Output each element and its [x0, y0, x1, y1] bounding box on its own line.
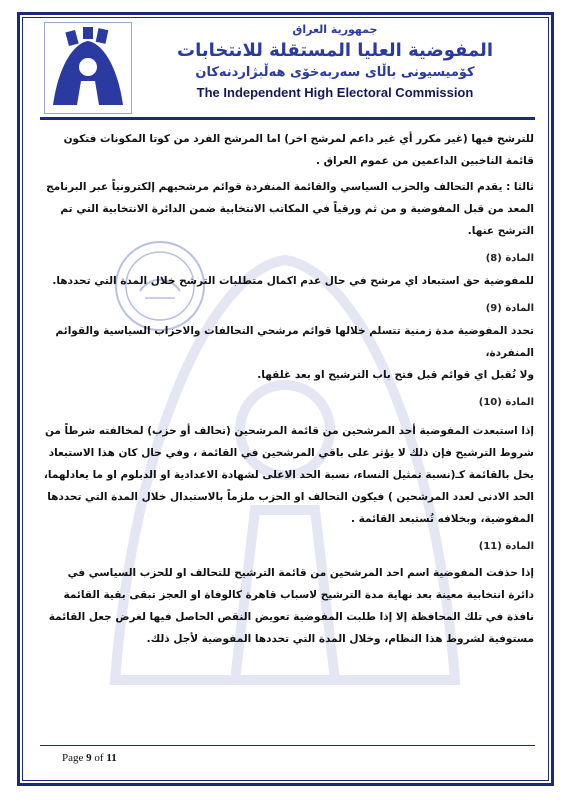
- paragraph: للترشح فيها (غير مكرر أي غير داعم لمرشح اخر) اما المرشح الفرد من كوتا المكونات فتكون قائمة الناخبين الداعمين من عموم العراق .: [63, 133, 534, 167]
- article-9-text-2: ولا تُقبل اي قوائم قبل فتح باب الترشيح او بعد غلقها.: [257, 369, 534, 381]
- article-9-text-1: تحدد المفوضية مدة زمنية تتسلم خلالها قوائم مرشحي التحالفات والاحزاب السياسية والقوائم المنفردة،: [55, 325, 534, 359]
- article-8-heading: المادة (8): [485, 253, 534, 264]
- page-total: 11: [106, 752, 117, 764]
- document-body: [42, 128, 534, 650]
- footer-divider: [40, 745, 535, 746]
- page-of: of: [94, 752, 104, 764]
- article-10-heading: المادة (10): [478, 397, 534, 408]
- commission-title-arabic: المفوضية العليا المستقلة للانتخابات: [177, 40, 493, 61]
- commission-title-english: The Independent High Electoral Commission: [196, 85, 474, 100]
- page-prefix: Page: [62, 752, 84, 764]
- article-10-text: إذا استبعدت المفوضية أحد المرشحين من قائمة المرشحين (تحالف أو حزب) لمخالفته شرطاً من شروط الترشيح فإن ذلك لا يؤثر على باقي المرشحين في القائمة ، وفي حال كان هذا الاستبعاد يخل بالقائمة كـ(نسبة تمثيل النساء، نسبة الحد الاعلى لشهادة الاعدادية او الدبلوم او ما يعادلهما، الحد الادنى لعدد المرشحين ) فيكون التحالف او الحزب ملزماً بالاستبدال خلال المدة التي تحددها المفوضية، وبخلافه تُستبعد القائمة .: [43, 425, 534, 525]
- article-11-heading: المادة (11): [478, 541, 534, 552]
- article-9-heading: المادة (9): [485, 303, 534, 314]
- commission-title-kurdish: كۆميسيونى باڵاى سەربەخۆى هەڵبژاردنەكان: [195, 65, 475, 80]
- paragraph: ثالثا : يقدم التحالف والحزب السياسي والقائمة المنفردة قوائم مرشحيهم إلكترونياً عبر البرنامج المعد من قبل المفوضية و من ثم ورقياً في المكاتب الانتخابية ضمن الدائرة الانتخابية التي تم الترشح عنها.: [46, 181, 534, 237]
- article-8-text: للمفوضية حق استبعاد اي مرشح في حال عدم اكمال متطلبات الترشح خلال المدة التي تحددها.: [52, 275, 534, 287]
- page-number: [62, 752, 117, 764]
- header-divider: [40, 117, 535, 120]
- page-current: 9: [86, 752, 92, 764]
- ihec-logo: [44, 22, 132, 114]
- republic-label: جمهورية العراق: [292, 23, 378, 36]
- letterhead: [135, 22, 535, 103]
- article-11-text: إذا حذفت المفوضية اسم احد المرشحين من قائمة الترشيح للتحالف او للحزب السياسي في دائرة انتخابية معينة بعد نهاية مدة الترشيح لاسباب قاهرة كالوفاة او العجز تبقى بقية القائمة نافذة في تلك المحافظة إلا إذا طلبت المفوضية تعويض النقص الحاصل فيها لغرض جعل القائمة مستوفية لشروط هذا النظام، وخلال المدة التي تحددها المفوضية لأجل ذلك.: [48, 567, 534, 645]
